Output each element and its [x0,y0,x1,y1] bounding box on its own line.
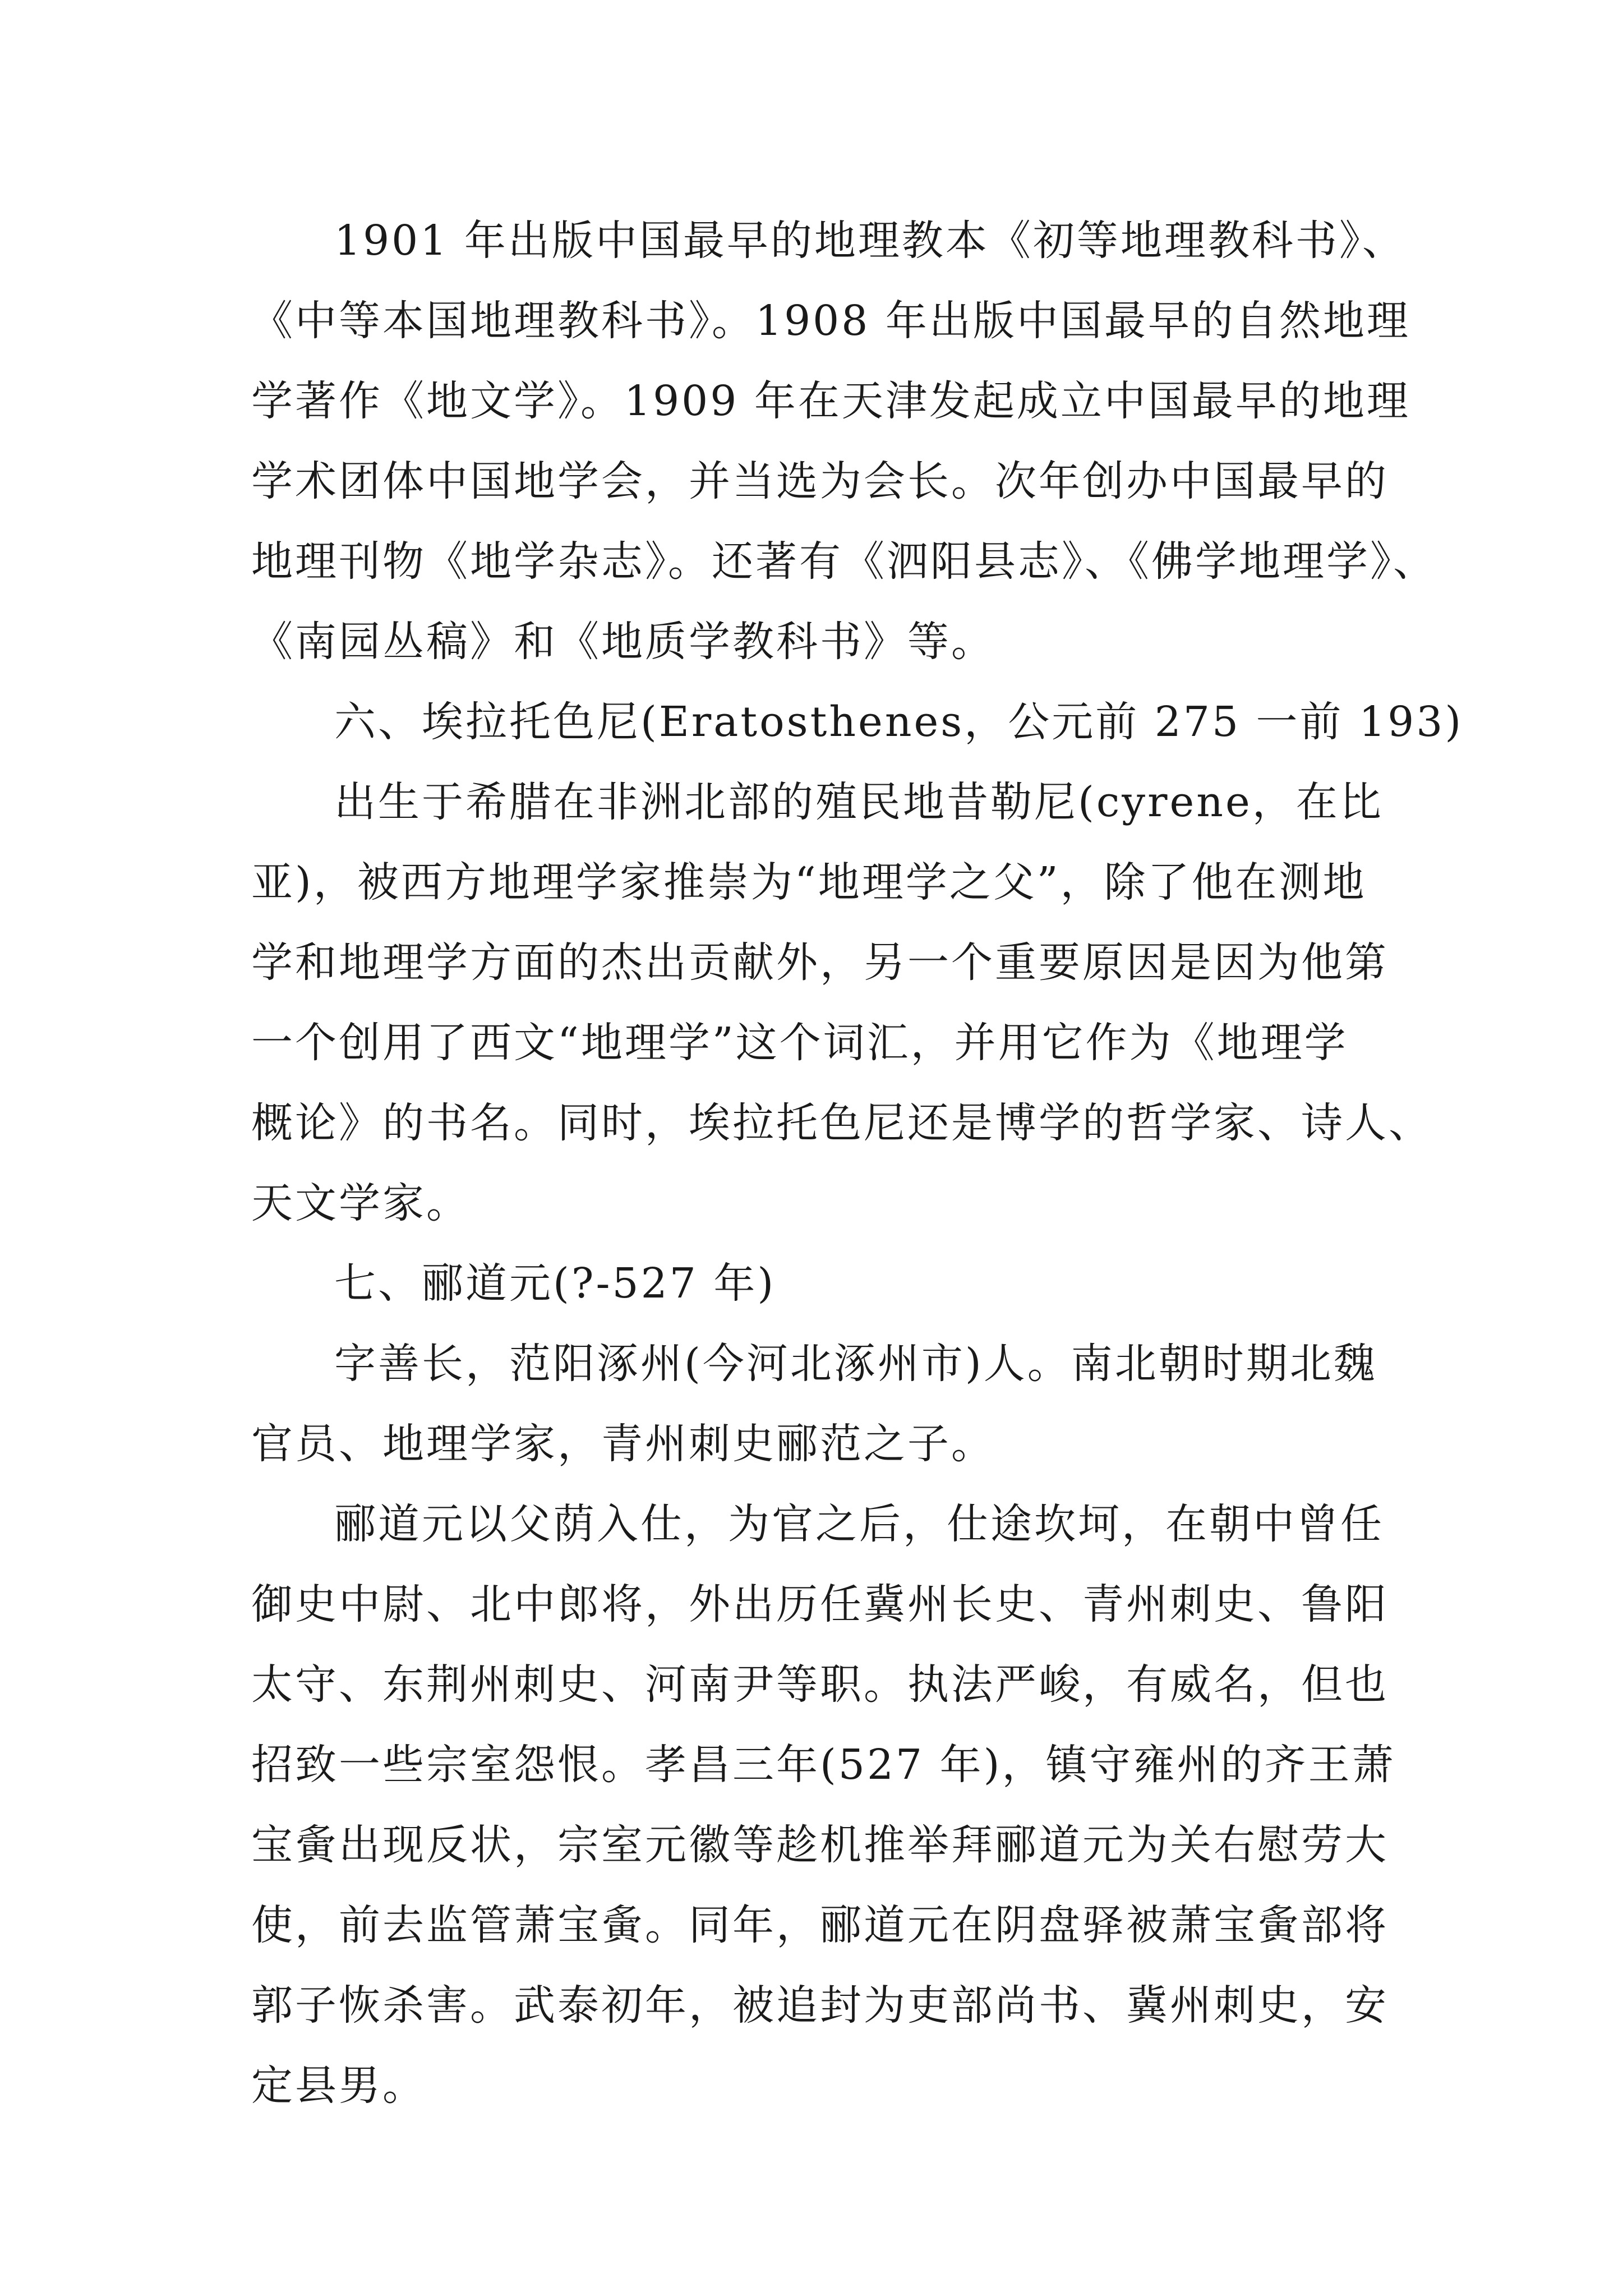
text-line: 出生于希腊在非洲北部的殖民地昔勒尼(cyrene，在比 [334,778,1384,826]
body-text [251,201,1464,2126]
section-heading: 七、郦道元(?-527 年) [334,1259,776,1308]
text-line: 御史中尉、北中郎将，外出历任冀州长史、青州刺史、鲁阳 [251,1580,1389,1628]
text-line: 《南园丛稿》和《地质学教科书》等。 [251,618,995,666]
text-line: 《中等本国地理教科书》。1908 年出版中国最早的自然地理 [251,297,1410,345]
text-line: 学著作《地文学》。1909 年在天津发起成立中国最早的地理 [251,377,1410,425]
text-line: 概论》的书名。同时，埃拉托色尼还是博学的哲学家、诗人、 [251,1099,1432,1147]
text-line: 郭子恢杀害。武泰初年，被追封为吏部尚书、冀州刺史，安 [251,1981,1389,2030]
text-line: 天文学家。 [251,1179,470,1227]
text-line: 地理刊物《地学杂志》。还著有《泗阳县志》、《佛学地理学》、 [251,537,1437,586]
text-line: 一个创用了西文“地理学”这个词汇，并用它作为《地理学 [251,1019,1348,1067]
text-line: 宝夤出现反状，宗室元徽等趁机推举拜郦道元为关右慰劳大 [251,1821,1389,1869]
text-line: 定县男。 [251,2062,426,2110]
text-line: 招致一些宗室怨恨。孝昌三年(527 年)，镇守雍州的齐王萧 [251,1741,1396,1789]
text-line: 学术团体中国地学会，并当选为会长。次年创办中国最早的 [251,457,1389,505]
text-line: 亚)，被西方地理学家推崇为“地理学之父”，除了他在测地 [251,858,1367,907]
text-line: 官员、地理学家，青州刺史郦范之子。 [251,1420,995,1468]
text-line: 使，前去监管萧宝夤。同年，郦道元在阴盘驿被萧宝夤部将 [251,1901,1389,1949]
text-line: 太守、东荆州刺史、河南尹等职。执法严峻，有威名，但也 [251,1660,1389,1709]
section-heading: 六、埃拉托色尼(Eratosthenes，公元前 275 一前 193) [334,698,1464,746]
text-line: 1901 年出版中国最早的地理教本《初等地理教科书》、 [334,217,1406,265]
text-line: 郦道元以父荫入仕，为官之后，仕途坎坷，在朝中曾任 [334,1500,1384,1548]
text-line: 学和地理学方面的杰出贡献外，另一个重要原因是因为他第 [251,938,1389,987]
text-line: 字善长，范阳涿州(今河北涿州市)人。南北朝时期北魏 [334,1340,1377,1388]
